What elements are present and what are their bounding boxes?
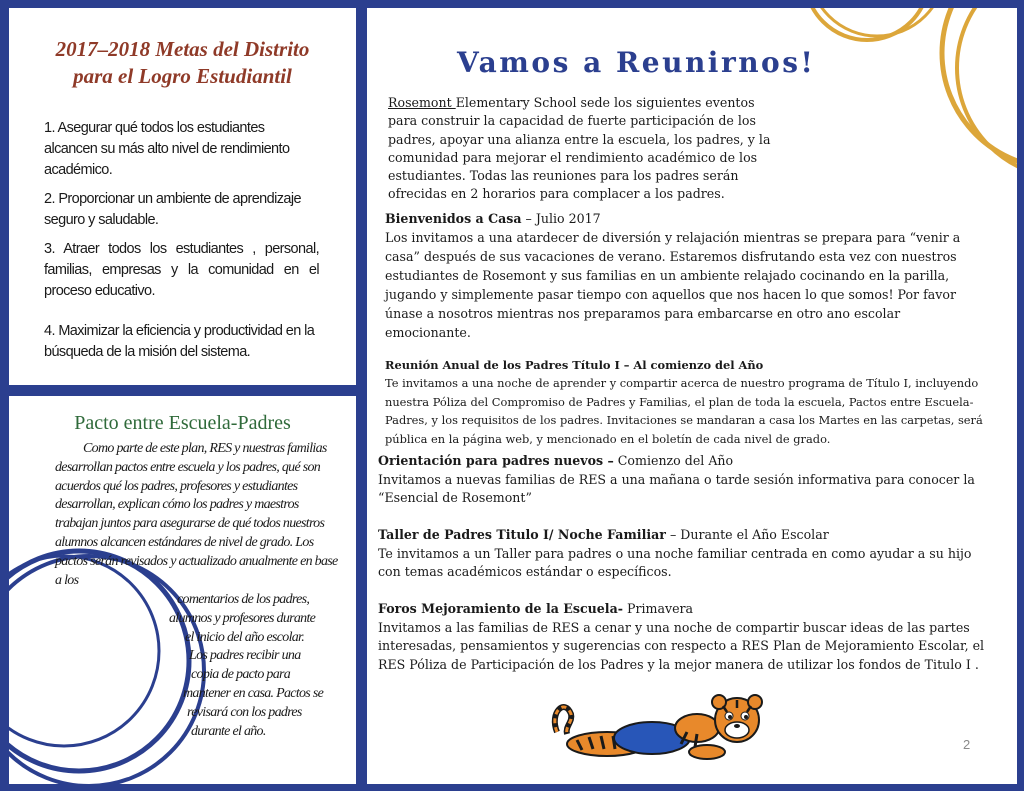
event-description: Invitamos a nuevas familias de RES a una mañana o tarde sesión informativa para conocer la “Esencial de Rosemont”	[378, 471, 975, 506]
event-title: Orientación para padres nuevos –	[378, 453, 614, 468]
event-title: Bienvenidos a Casa	[385, 211, 522, 226]
compact-tail-line: Los padres recibir una	[189, 648, 301, 664]
event-title: Taller de Padres Titulo I/ Noche Familiar	[378, 527, 666, 542]
event-forums	[378, 600, 988, 674]
event-date: Comienzo del Año	[613, 453, 734, 468]
meetings-title: Vamos a Reunirnos!	[457, 46, 816, 79]
goal-item-1: 1. Asegurar qué todos los estudiantes alcancen su más alto nivel de rendimiento académico.	[44, 120, 290, 178]
compact-tail-line: alumnos y profesores durante	[169, 610, 316, 626]
compact-body-text: Como parte de este plan, RES y nuestras familias desarrollan pactos entre escuela y los padres, qué son acuerdos qué los padres, profesores y estudiantes desarrollan, explican cómo los padres y maestros trabajan juntos para asegurarse de qué todos nuestros alumnos alcancen estándares de nivel de grado. Los pactos serán revisados y actualizado anualmente en base a los	[55, 441, 338, 588]
meetings-intro-text: Elementary School sede los siguientes eventos para construir la capacidad de fuerte participación de los padres, apoyar una alianza entre la escuela, los padres, y la comunidad para mejorar el rendimiento académico de los estudiantes. Todas las reuniones para los padres serán ofrecidas en 2 horarios para complacer a los padres.	[388, 95, 771, 202]
compact-tail-line: copia de pacto para	[191, 667, 291, 683]
district-goals-title-line1: 2017–2018 Metas del Distrito	[55, 37, 310, 61]
event-workshop	[378, 526, 988, 582]
page-number: 2	[963, 737, 971, 752]
event-description: Invitamos a las familias de RES a cenar y una noche de compartir buscar ideas de las partes interesadas, pensamientos y sugerencias con respecto a RES Plan de Mejoramiento Escolar, el RES Póliza de Participación de los Padres y la mejor manera de utilizar los fondos de Titulo I .	[378, 619, 985, 672]
district-goals-panel	[9, 8, 356, 385]
event-annual-title-i	[385, 356, 1010, 448]
meetings-panel	[367, 8, 1017, 784]
event-date: – Durante el Año Escolar	[665, 527, 829, 542]
compact-tail-line: revisará con los padres	[187, 704, 302, 720]
meetings-intro	[388, 94, 780, 204]
goal-item-4: 4. Maximizar la eficiencia y productividad en la búsqueda de la misión del sistema.	[44, 323, 315, 360]
compact-title: Pacto entre Escuela-Padres	[74, 412, 291, 434]
event-description: Los invitamos a una atardecer de diversión y relajación mientras se prepara para “venir a casa” después de sus vacaciones de verano. Estaremos disfrutando esta vez con nuestros estudiantes de Rosemont y sus familias en un ambiente relajado cocinando en la parilla, jugando y simplemente pasar tiempo con aquellos que nos hacen lo que somos! Por favor únase a nosotros mientras nos preparamos para embarcarse en otro ano escolar emocionante.	[385, 230, 961, 340]
goal-item-3: 3. Atraer todos los estudiantes , personal, familias, empresas y la comunidad en el proceso educativo.	[44, 241, 319, 299]
event-orientation	[378, 452, 988, 508]
compact-tail	[169, 591, 344, 741]
compact-body	[55, 440, 340, 590]
compact-tail-line: mantener en casa. Pactos se	[183, 685, 324, 701]
event-date: Primavera	[622, 601, 694, 616]
compact-tail-line: durante el año.	[191, 723, 266, 739]
event-title: Foros Mejoramiento de la Escuela-	[378, 601, 623, 616]
event-description: Te invitamos a un Taller para padres o una noche familiar centrada en como ayudar a su hijo con temas académicos estándar o específicos.	[378, 545, 972, 580]
compact-tail-line: el inicio del año escolar.	[185, 629, 305, 645]
event-description: Te invitamos a una noche de aprender y compartir acerca de nuestro programa de Título I, incluyendo nuestra Póliza del Compromiso de Padres y Familias, el plan de toda la escuela, Pactos entre Escuela-Padres, y los requisitos de los padres. Invitaciones se mandaran a casa los Martes en las carpetas, será pública en la página web, y mencionado en el boletín de cada nivel de grado.	[385, 376, 983, 446]
event-date: – Julio 2017	[521, 211, 601, 226]
event-title: Reunión Anual de los Padres Título I – Al comienzo del Año	[385, 358, 764, 372]
compact-tail-line: comentarios de los padres,	[177, 592, 310, 607]
district-goals-title-line2: para el Logro Estudiantil	[73, 64, 292, 88]
school-parent-compact-panel	[9, 396, 356, 784]
goal-item-2: 2. Proporcionar un ambiente de aprendizaje seguro y saludable.	[44, 191, 301, 228]
event-bienvenidos	[385, 209, 985, 342]
district-goals-title	[19, 36, 346, 90]
tiger-mascot-icon	[547, 692, 787, 768]
school-name: Rosemont	[388, 95, 456, 110]
